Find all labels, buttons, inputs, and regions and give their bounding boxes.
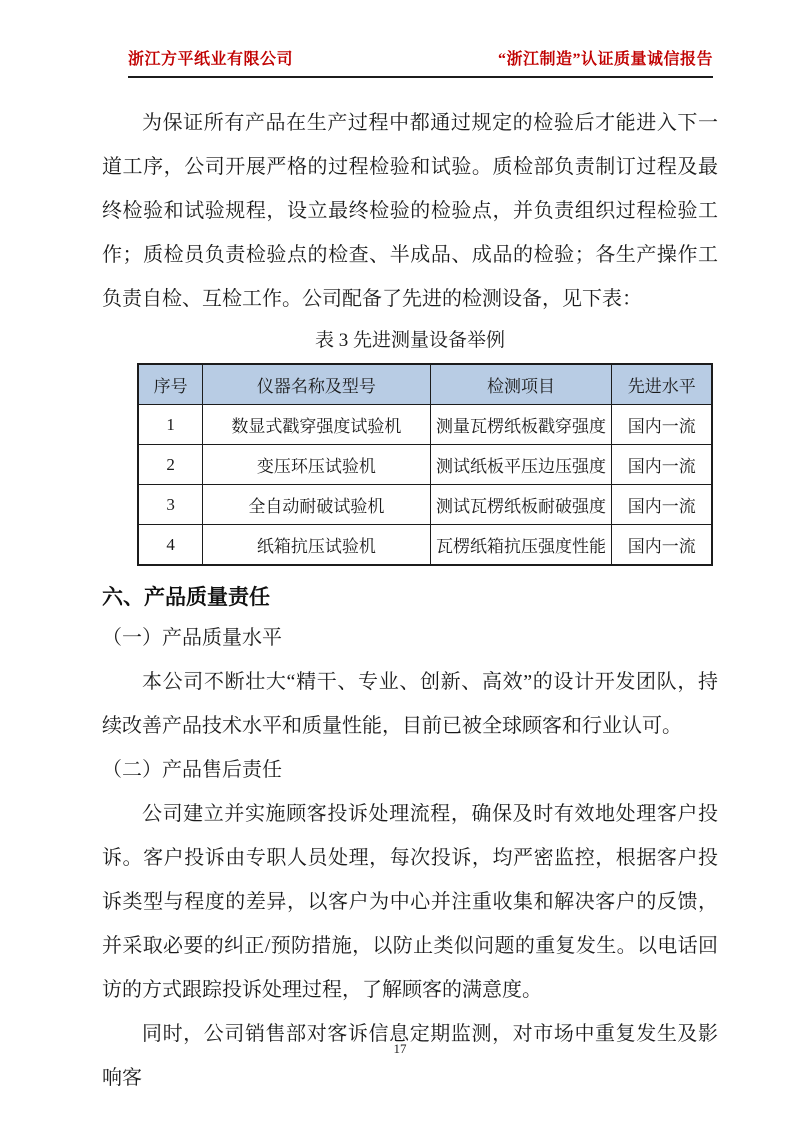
header-report-title: “浙江制造”认证质量诚信报告	[497, 51, 713, 68]
cell-level: 国内一流	[612, 445, 712, 485]
subsection-1-heading: （一）产品质量水平	[102, 627, 282, 649]
cell-level: 国内一流	[612, 525, 712, 566]
col-header-item: 检测项目	[430, 364, 612, 405]
cell-serial: 1	[138, 405, 203, 445]
table-row	[138, 445, 712, 485]
cell-item: 测量瓦楞纸板戳穿强度	[430, 405, 612, 445]
paragraph-inspection-process: 为保证所有产品在生产过程中都通过规定的检验后才能进入下一道工序，公司开展严格的过程检验和试验。质检部负责制订过程及最终检验和试验规程，设立最终检验的检验点，并负责组织过程检验工作；质检员负责检验点的检查、半成品、成品的检验；各生产操作工负责自检、互检工作。公司配备了先进的检测设备，见下表：	[102, 112, 718, 310]
cell-item: 测试瓦楞纸板耐破强度	[430, 485, 612, 525]
table-row	[138, 525, 712, 566]
cell-name: 纸箱抗压试验机	[203, 525, 430, 566]
page-header	[128, 46, 713, 78]
cell-item: 瓦楞纸箱抗压强度性能	[430, 525, 612, 566]
subsection-2-heading: （二）产品售后责任	[102, 759, 282, 781]
cell-serial: 2	[138, 445, 203, 485]
cell-item: 测试纸板平压边压强度	[430, 445, 612, 485]
col-header-name: 仪器名称及型号	[203, 364, 430, 405]
header-company-name: 浙江方平纸业有限公司	[128, 51, 294, 68]
paragraph-quality-level: 本公司不断壮大“精干、专业、创新、高效”的设计开发团队，持续改善产品技术水平和质量性能，目前已被全球顾客和行业认可。	[102, 671, 718, 737]
table-caption: 表 3 先进测量设备举例	[314, 330, 505, 351]
paragraph-complaint-monitoring: 同时，公司销售部对客诉信息定期监测，对市场中重复发生及影响客	[102, 1023, 718, 1089]
col-header-level: 先进水平	[612, 364, 712, 405]
table-header-row	[138, 364, 712, 405]
cell-name: 变压环压试验机	[203, 445, 430, 485]
cell-level: 国内一流	[612, 485, 712, 525]
cell-name: 全自动耐破试验机	[203, 485, 430, 525]
equipment-table	[137, 363, 713, 566]
paragraph-after-sale-responsibility: 公司建立并实施顾客投诉处理流程，确保及时有效地处理客户投诉。客户投诉由专职人员处理，每次投诉，均严密监控，根据客户投诉类型与程度的差异，以客户为中心并注重收集和解决客户的反馈，并采取必要的纠正/预防措施，以防止类似问题的重复发生。以电话回访的方式跟踪投诉处理过程，了解顾客的满意度。	[102, 803, 718, 1001]
section-heading-product-quality-responsibility: 六、产品质量责任	[102, 586, 270, 609]
document-body	[102, 78, 718, 1100]
page-number: 17	[393, 1041, 407, 1056]
table-row	[138, 405, 712, 445]
cell-serial: 3	[138, 485, 203, 525]
col-header-serial: 序号	[138, 364, 203, 405]
cell-level: 国内一流	[612, 405, 712, 445]
cell-name: 数显式戳穿强度试验机	[203, 405, 430, 445]
cell-serial: 4	[138, 525, 203, 566]
table-row	[138, 485, 712, 525]
